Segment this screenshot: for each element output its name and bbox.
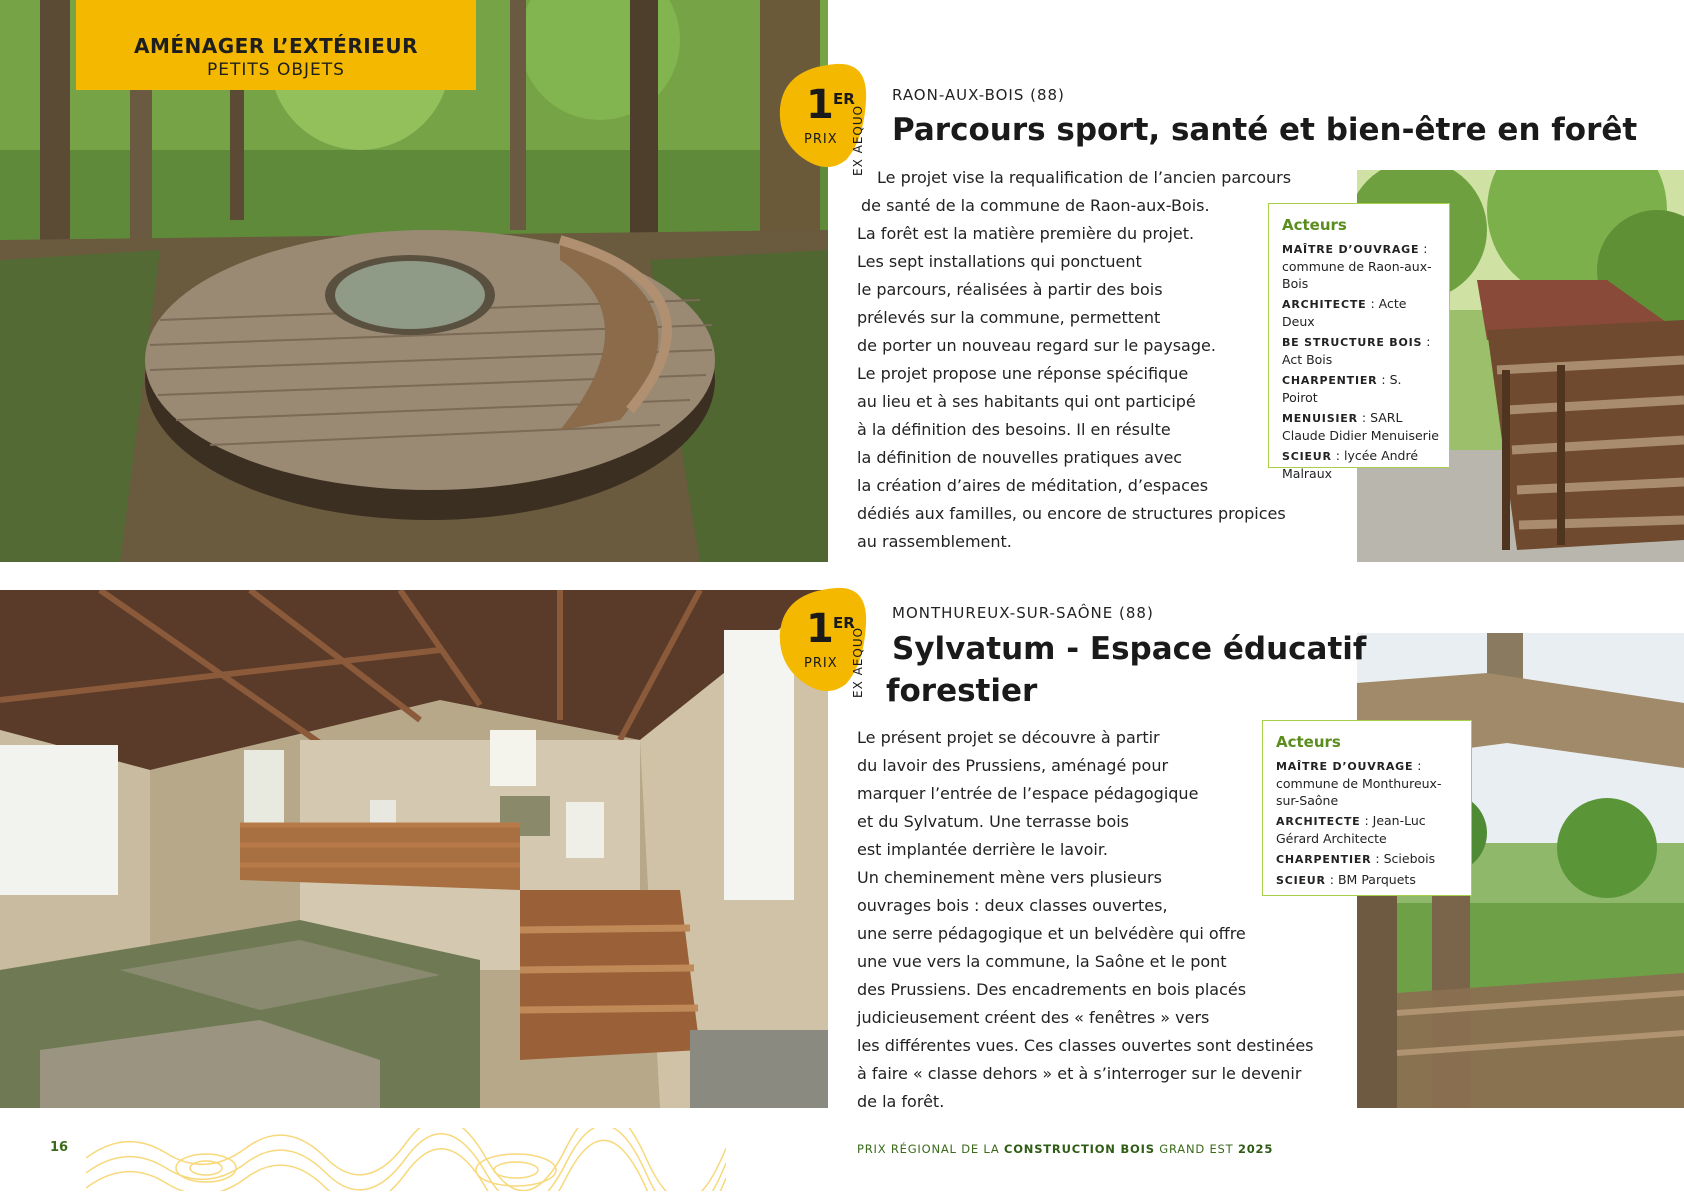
actor-row: ARCHITECTE : Jean-Luc Gérard Architecte [1276,813,1426,846]
text-line: marquer l’entrée de l’espace pédagogique [857,784,1199,803]
text-line: à faire « classe dehors » et à s’interroger sur le devenir [857,1064,1302,1083]
actors-heading: Acteurs [1276,733,1341,751]
prize-number: 1 [806,606,834,652]
text-line: une serre pédagogique et un belvédère qui offre [857,924,1246,943]
project-description [857,164,1291,556]
text-line: les différentes vues. Ces classes ouvertes sont destinées [857,1036,1314,1055]
footer-text: PRIX RÉGIONAL DE LA CONSTRUCTION BOIS GRAND EST 2025 [857,1142,1274,1156]
photo-lavoir-interior [0,590,828,1108]
text-line: du lavoir des Prussiens, aménagé pour [857,756,1169,775]
text-line: ouvrages bois : deux classes ouvertes, [857,896,1168,915]
ex-aequo-label: EX AEQUO [851,104,865,176]
text-line: à la définition des besoins. Il en résulte [857,420,1171,439]
text-line: prélevés sur la commune, permettent [857,308,1161,327]
project-title [886,628,1367,712]
section-title: AMÉNAGER L’EXTÉRIEUR [134,34,418,58]
actor-row: BE STRUCTURE BOIS : Act Bois [1282,334,1431,367]
text-line: Le projet propose une réponse spécifique [857,364,1189,383]
text-line: la définition de nouvelles pratiques avec [857,448,1183,467]
project-title: Parcours sport, santé et bien-être en forêt [892,112,1638,148]
prize-number: 1 [806,82,834,128]
title-line: forestier [886,673,1038,709]
text-line: au lieu et à ses habitants qui ont participé [857,392,1196,411]
actor-row: SCIEUR : BM Parquets [1276,872,1416,887]
prize-suffix: ER [833,614,855,632]
text-line: une vue vers la commune, la Saône et le pont [857,952,1227,971]
prize-label: PRIX [804,656,838,671]
actor-row: MAÎTRE D’OUVRAGE : commune de Raon-aux-Bois [1282,241,1432,291]
actor-row: CHARPENTIER : Sciebois [1276,851,1436,866]
text-line: Le présent projet se découvre à partir [857,728,1160,747]
page-number: 16 [50,1140,69,1155]
text-line: de la forêt. [857,1092,945,1111]
prize-suffix: ER [833,90,855,108]
text-line: et du Sylvatum. Une terrasse bois [857,812,1130,831]
project-town: MONTHUREUX-SUR-SAÔNE (88) [892,604,1154,622]
text-line: au rassemblement. [857,532,1012,551]
text-line: Le projet vise la requalification de l’ancien parcours [877,168,1292,187]
actor-row: CHARPENTIER : S. Poirot [1282,372,1402,405]
section-subtitle: PETITS OBJETS [207,60,345,80]
text-line: de santé de la commune de Raon-aux-Bois. [861,196,1210,215]
decorative-contour-pattern [86,1128,726,1191]
text-line: Un cheminement mène vers plusieurs [857,868,1162,887]
text-line: dédiés aux familles, ou encore de structures propices [857,504,1286,523]
actors-box-2 [1262,720,1472,896]
actor-row: MAÎTRE D’OUVRAGE : commune de Monthureux-sur-Saône [1276,758,1442,808]
actor-row: SCIEUR : lycée André Malraux [1282,448,1419,481]
project-town: RAON-AUX-BOIS (88) [892,86,1065,104]
actor-row: MENUISIER : SARL Claude Didier Menuiserie [1282,410,1439,443]
text-line: Les sept installations qui ponctuent [857,252,1142,271]
section-tag [76,0,476,90]
text-line: judicieusement créent des « fenêtres » vers [857,1008,1210,1027]
actors-heading: Acteurs [1282,216,1347,234]
actor-row: ARCHITECTE : Acte Deux [1282,296,1407,329]
text-line: le parcours, réalisées à partir des bois [857,280,1163,299]
ex-aequo-label: EX AEQUO [851,626,865,698]
prize-label: PRIX [804,132,838,147]
title-line: Sylvatum - Espace éducatif [892,631,1367,667]
text-line: de porter un nouveau regard sur le paysage. [857,336,1216,355]
text-line: des Prussiens. Des encadrements en bois placés [857,980,1247,999]
text-line: la création d’aires de méditation, d’espaces [857,476,1209,495]
actors-box-1 [1268,203,1450,481]
text-line: est implantée derrière le lavoir. [857,840,1109,859]
text-line: La forêt est la matière première du projet. [857,224,1195,243]
project-description [857,724,1314,1116]
